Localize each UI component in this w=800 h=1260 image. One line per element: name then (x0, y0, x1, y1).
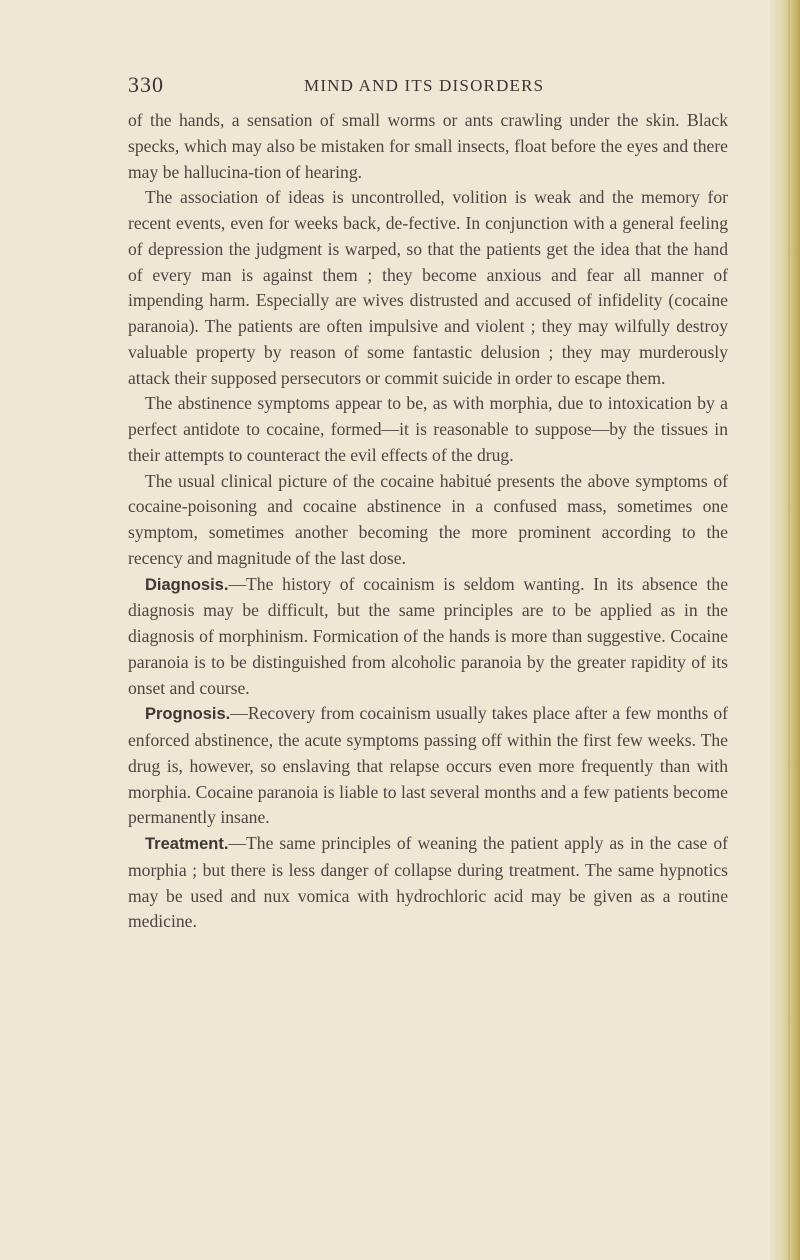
section-heading-diagnosis: Diagnosis. (145, 575, 229, 594)
section-text-prognosis: —Recovery from cocainism usually takes place after a few months of enforced abstinence, the acute symptoms passing off within the first few weeks. The drug is, however, so enslaving that relapse occurs even more frequently than with morphia. Cocaine paranoia is liable to last several months and a few patients become permanently insane. (128, 703, 728, 828)
page-body (128, 108, 728, 935)
section-diagnosis (128, 572, 728, 702)
section-heading-prognosis: Prognosis. (145, 705, 231, 724)
paragraph-clinical-picture: The usual clinical picture of the cocaine habitué presents the above symptoms of cocaine-poisoning and cocaine abstinence in a confused mass, sometimes one symptom, sometimes another becoming the more prominent according to the recency and magnitude of the last dose. (128, 470, 728, 568)
section-prognosis (128, 701, 728, 831)
page-number: 330 (128, 72, 164, 97)
section-heading-treatment: Treatment. (145, 835, 229, 853)
page-edge-line (788, 0, 790, 1260)
section-text-diagnosis: —The history of cocainism is seldom wanting. In its absence the diagnosis may be difficult, but the same principles are to be applied as in the diagnosis of morphinism. Formication of the hands is more than suggestive. Cocaine paranoia is to be distinguished from alcoholic paranoia by the greater rapidity of its onset and course. (128, 573, 728, 698)
page-header (128, 72, 728, 106)
running-head: MIND AND ITS DISORDERS (304, 76, 545, 95)
page-edge (770, 0, 800, 1260)
paragraph-association-of-ideas: The association of ideas is uncontrolled, volition is weak and the memory for recent events, even for weeks back, de-fective. In conjunction with a general feeling of depression the judgment is warped, so that the patients get the idea that the hand of every man is against them ; they become anxious and fear all manner of impending harm. Especially are wives distrusted and accused of infidelity (cocaine paranoia). The patients are often impulsive and violent ; they may wilfully destroy valuable property by reason of some fantastic delusion ; they may murderously attack their supposed persecutors or commit suicide in order to escape them. (128, 187, 728, 388)
paragraph-continuation: of the hands, a sensation of small worms or ants crawling under the skin. Black specks, which may also be mistaken for small insects, float before the eyes and there may be hallucina-tion of hearing. (128, 110, 728, 182)
section-text-treatment: —The same principles of weaning the patient apply as in the case of morphia ; but there is less danger of collapse during treatment. The same hypnotics may be used and nux vomica with hydrochloric acid may be given as a routine medicine. (128, 833, 728, 932)
section-treatment (128, 831, 728, 935)
paragraph-abstinence-symptoms: The abstinence symptoms appear to be, as with morphia, due to intoxication by a perfect antidote to cocaine, formed—it is reasonable to suppose—by the tissues in their attempts to counteract the evil effects of the drug. (128, 393, 728, 465)
